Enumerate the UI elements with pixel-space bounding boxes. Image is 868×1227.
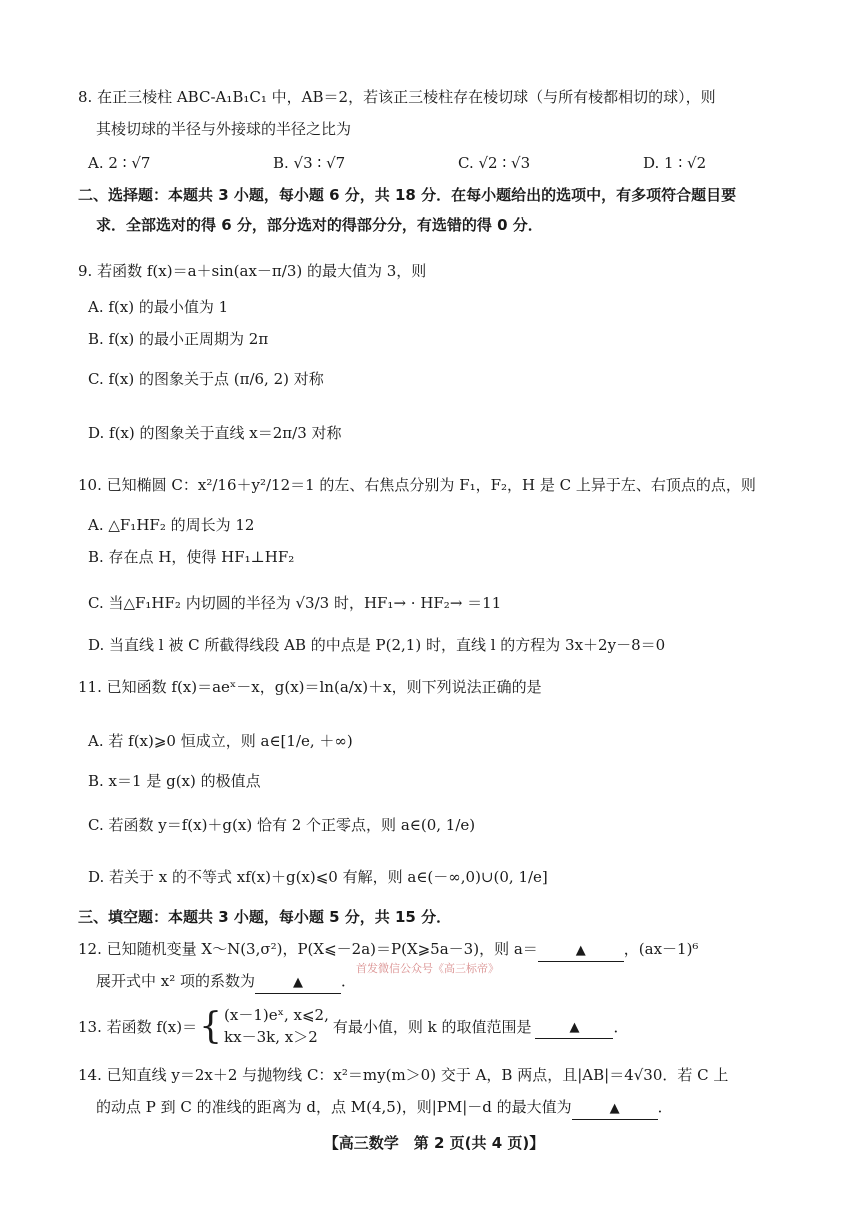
q8-choice-a: A. 2 ∶ √7 — [88, 154, 151, 172]
q8-choice-b: B. √3 ∶ √7 — [273, 154, 346, 172]
q12-line1-text: 12. 已知随机变量 X～N(3,σ²)，P(X⩽－2a)＝P(X⩾5a－3)，则 a＝ — [78, 940, 538, 958]
q14-line1: 14. 已知直线 y＝2x＋2 与抛物线 C：x²＝my(m＞0) 交于 A，B 两点，且|AB|＝4√30．若 C 上 — [78, 1066, 729, 1084]
q11-option-c: C. 若函数 y＝f(x)＋g(x) 恰有 2 个正零点，则 a∈(0, 1/e) — [88, 816, 476, 834]
q11-option-d: D. 若关于 x 的不等式 xf(x)＋g(x)⩽0 有解，则 a∈(－∞,0)∪(0, 1/e] — [88, 868, 548, 886]
q10-option-c: C. 当△F₁HF₂ 内切圆的半径为 √3/3 时，HF₁→ · HF₂→ ＝11 — [88, 594, 502, 612]
section2-heading-line1: 二、选择题：本题共 3 小题，每小题 6 分，共 18 分．在每小题给出的选项中，有多项符合题目要 — [78, 186, 737, 204]
q13-case-2: kx－3k, x＞2 — [224, 1028, 318, 1046]
q8-choice-c: C. √2 ∶ √3 — [458, 154, 531, 172]
q9-option-c: C. f(x) 的图象关于点 (π/6, 2) 对称 — [88, 370, 324, 388]
q14-line2 — [96, 1098, 673, 1118]
q11-option-b: B. x＝1 是 g(x) 的极值点 — [88, 772, 261, 790]
q13-line — [78, 1002, 629, 1052]
q10-option-a: A. △F₁HF₂ 的周长为 12 — [88, 516, 255, 534]
triangle-icon: ▲ — [293, 975, 304, 990]
triangle-icon: ▲ — [569, 1020, 580, 1036]
q9-stem: 9. 若函数 f(x)＝a＋sin(ax－π/3) 的最大值为 3，则 — [78, 262, 427, 280]
q10-stem: 10. 已知椭圆 C：x²/16＋y²/12＝1 的左、右焦点分别为 F₁，F₂，H 是 C 上异于左、右顶点的点，则 — [78, 476, 756, 494]
q14-line2-text: 的动点 P 到 C 的准线的距离为 d，点 M(4,5)，则|PM|－d 的最大值为 — [96, 1098, 572, 1116]
q13-text-post: 有最小值，则 k 的取值范围是 — [332, 1018, 532, 1036]
q11-option-a: A. 若 f(x)⩾0 恒成立，则 a∈[1/e, ＋∞) — [88, 732, 353, 750]
q12-line1 — [78, 940, 698, 960]
q8-stem-line2: 其棱切球的半径与外接球的半径之比为 — [96, 120, 352, 138]
q12-answer-blank-1 — [538, 942, 624, 962]
q12-line1-tail: ，(ax－1)⁶ — [623, 940, 699, 958]
q14-line2-tail: ． — [657, 1098, 673, 1116]
q13-case-1: (x－1)eˣ, x⩽2, — [224, 1006, 329, 1025]
q9-option-d: D. f(x) 的图象关于直线 x＝2π/3 对称 — [88, 424, 342, 442]
triangle-icon: ▲ — [575, 943, 586, 958]
q13-text-pre: 13. 若函数 f(x)＝ — [78, 1018, 198, 1036]
q11-stem: 11. 已知函数 f(x)＝aeˣ－x，g(x)＝ln(a/x)＋x，则下列说法正确的是 — [78, 678, 542, 696]
q10-option-d: D. 当直线 l 被 C 所截得线段 AB 的中点是 P(2,1) 时，直线 l 的方程为 3x＋2y－8＝0 — [88, 636, 666, 654]
q8-stem-line1: 8. 在正三棱柱 ABC-A₁B₁C₁ 中，AB＝2，若该正三棱柱存在棱切球（与所有棱都相切的球），则 — [78, 88, 716, 106]
q12-line2 — [96, 972, 356, 992]
q14-answer-blank — [572, 1100, 658, 1120]
q9-option-a: A. f(x) 的最小值为 1 — [88, 298, 229, 316]
q10-option-b: B. 存在点 H，使得 HF₁⊥HF₂ — [88, 548, 295, 566]
q12-line2-tail: ． — [341, 972, 357, 990]
q8-choice-d: D. 1 ∶ √2 — [643, 154, 707, 172]
section2-heading-line2: 求．全部选对的得 6 分，部分选对的得部分分，有选错的得 0 分． — [96, 216, 543, 234]
q12-line2-text: 展开式中 x² 项的系数为 — [96, 972, 256, 990]
q13-piecewise — [224, 1005, 329, 1049]
brace-icon: { — [199, 1006, 223, 1047]
section3-heading: 三、填空题：本题共 3 小题，每小题 5 分，共 15 分． — [78, 908, 452, 926]
q12-answer-blank-2 — [255, 974, 341, 994]
q9-option-b: B. f(x) 的最小正周期为 2π — [88, 330, 269, 348]
q8-choices — [88, 154, 828, 172]
q13-answer-blank — [535, 1019, 613, 1039]
watermark-text: 首发微信公众号《高三标帝》 — [356, 962, 499, 975]
page-footer: 【高三数学 第 2 页(共 4 页)】 — [323, 1134, 545, 1152]
q13-text-end: ． — [613, 1018, 629, 1036]
triangle-icon: ▲ — [609, 1101, 620, 1116]
